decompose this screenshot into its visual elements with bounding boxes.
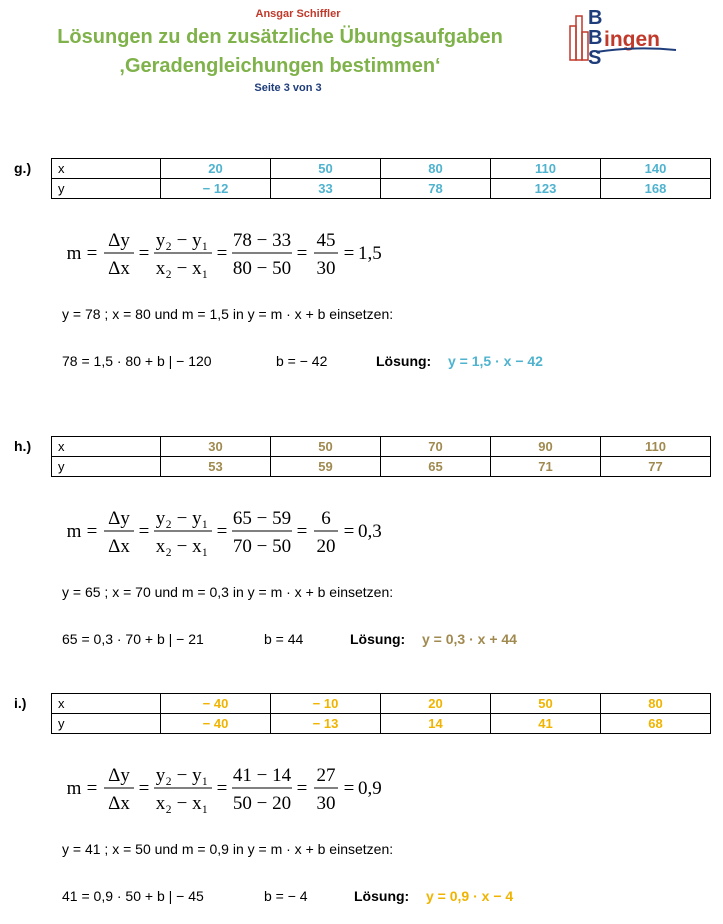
table-cell: 140: [601, 159, 711, 179]
table-cell: − 40: [161, 714, 271, 734]
reduced-denominator: 20: [316, 536, 336, 557]
table-cell: − 13: [271, 714, 381, 734]
value-table: [51, 158, 711, 199]
equals-sign: =: [343, 243, 355, 264]
denominator: 80 − 50: [232, 258, 292, 279]
row-header: y: [52, 714, 161, 734]
equals-sign: =: [138, 243, 150, 264]
table-cell: 50: [271, 159, 381, 179]
table-row: [52, 159, 711, 179]
m-symbol: m: [66, 778, 82, 799]
equals-sign: =: [343, 778, 355, 799]
numerator: 41 − 14: [232, 765, 292, 786]
substitution-text: y = 41 ; x = 50 und m = 0,9 in y = m · x + b einsetzen:: [62, 841, 394, 857]
table-cell: 80: [601, 694, 711, 714]
reduced-numerator: 6: [321, 508, 331, 529]
table-row: [52, 437, 711, 457]
table-cell: − 40: [161, 694, 271, 714]
m-symbol: m: [66, 521, 82, 542]
logo-letter-b2: B: [588, 27, 603, 49]
general-numerator: y₂ − y₁: [155, 765, 209, 786]
solution-equation: y = 0,9 · x − 4: [426, 888, 514, 904]
table-cell: 50: [271, 437, 381, 457]
table-cell: 68: [601, 714, 711, 734]
slope-formula: [60, 222, 420, 286]
table-cell: 168: [601, 179, 711, 199]
denominator: 70 − 50: [232, 536, 292, 557]
general-numerator: y₂ − y₁: [155, 230, 209, 251]
table-cell: 110: [601, 437, 711, 457]
equals-sign: =: [138, 778, 150, 799]
general-denominator: x₂ − x₁: [155, 536, 209, 557]
row-header: x: [52, 694, 161, 714]
page-number: Seite 3 von 3: [254, 82, 322, 94]
value-table: [51, 436, 711, 477]
table-cell: 33: [271, 179, 381, 199]
calculation-text: 78 = 1,5 · 80 + b | − 120: [62, 353, 212, 369]
numerator: 78 − 33: [232, 230, 292, 251]
table-cell: 71: [491, 457, 601, 477]
equals-sign: =: [86, 778, 98, 799]
equals-sign: =: [296, 778, 308, 799]
table-cell: 90: [491, 437, 601, 457]
b-value: b = − 42: [276, 353, 328, 369]
row-header: y: [52, 179, 161, 199]
general-numerator: y₂ − y₁: [155, 508, 209, 529]
bbs-bingen-logo: [566, 6, 686, 66]
table-cell: − 10: [271, 694, 381, 714]
equals-sign: =: [216, 521, 228, 542]
equals-sign: =: [216, 778, 228, 799]
calculation-text: 65 = 0,3 · 70 + b | − 21: [62, 631, 204, 647]
slope-result: 0,3: [358, 521, 382, 542]
page-subtitle: ‚Geradengleichungen bestimmen‘: [119, 55, 441, 77]
delta-x: Δx: [108, 536, 130, 557]
solution-label: Lösung:: [350, 631, 406, 647]
value-table: [51, 693, 711, 734]
table-cell: 50: [491, 694, 601, 714]
equals-sign: =: [296, 243, 308, 264]
denominator: 50 − 20: [232, 793, 292, 814]
table-cell: 20: [381, 694, 491, 714]
row-header: x: [52, 437, 161, 457]
substitution-text: y = 65 ; x = 70 und m = 0,3 in y = m · x + b einsetzen:: [62, 584, 394, 600]
equals-sign: =: [343, 521, 355, 542]
solution-label: Lösung:: [376, 353, 432, 369]
table-cell: 110: [491, 159, 601, 179]
equals-sign: =: [86, 521, 98, 542]
slope-formula: [60, 500, 420, 564]
delta-y: Δy: [108, 765, 130, 786]
logo-letter-b1: B: [588, 7, 603, 29]
slope-result: 0,9: [358, 778, 382, 799]
author-name: Ansgar Schiffler: [255, 8, 341, 20]
row-header: x: [52, 159, 161, 179]
table-cell: − 12: [161, 179, 271, 199]
reduced-denominator: 30: [316, 793, 336, 814]
delta-y: Δy: [108, 230, 130, 251]
table-row: [52, 457, 711, 477]
table-cell: 77: [601, 457, 711, 477]
delta-x: Δx: [108, 258, 130, 279]
delta-x: Δx: [108, 793, 130, 814]
b-value: b = − 4: [264, 888, 308, 904]
reduced-denominator: 30: [316, 258, 336, 279]
table-cell: 53: [161, 457, 271, 477]
slope-result: 1,5: [358, 243, 382, 264]
substitution-text: y = 78 ; x = 80 und m = 1,5 in y = m · x + b einsetzen:: [62, 306, 394, 322]
task-label: i.): [14, 695, 27, 711]
table-cell: 41: [491, 714, 601, 734]
general-denominator: x₂ − x₁: [155, 793, 209, 814]
solution-equation: y = 0,3 · x + 44: [422, 631, 517, 647]
task-label: h.): [14, 438, 32, 454]
row-header: y: [52, 457, 161, 477]
reduced-numerator: 27: [316, 765, 336, 786]
calculation-text: 41 = 0,9 · 50 + b | − 45: [62, 888, 204, 904]
table-cell: 14: [381, 714, 491, 734]
delta-y: Δy: [108, 508, 130, 529]
task-label: g.): [14, 160, 32, 176]
numerator: 65 − 59: [232, 508, 292, 529]
table-cell: 123: [491, 179, 601, 199]
table-row: [52, 714, 711, 734]
table-row: [52, 179, 711, 199]
table-cell: 78: [381, 179, 491, 199]
table-cell: 65: [381, 457, 491, 477]
table-cell: 59: [271, 457, 381, 477]
table-cell: 80: [381, 159, 491, 179]
general-denominator: x₂ − x₁: [155, 258, 209, 279]
equals-sign: =: [86, 243, 98, 264]
logo-letter-s: S: [588, 47, 602, 66]
b-value: b = 44: [264, 631, 304, 647]
table-cell: 30: [161, 437, 271, 457]
solution-equation: y = 1,5 · x − 42: [448, 353, 543, 369]
reduced-numerator: 45: [316, 230, 336, 251]
logo-word: ingen: [604, 28, 660, 51]
equals-sign: =: [138, 521, 150, 542]
slope-formula: [60, 757, 420, 821]
table-row: [52, 694, 711, 714]
equals-sign: =: [296, 521, 308, 542]
table-cell: 70: [381, 437, 491, 457]
page-title: Lösungen zu den zusätzliche Übungsaufgaben: [57, 26, 503, 48]
equals-sign: =: [216, 243, 228, 264]
m-symbol: m: [66, 243, 82, 264]
solution-label: Lösung:: [354, 888, 410, 904]
table-cell: 20: [161, 159, 271, 179]
